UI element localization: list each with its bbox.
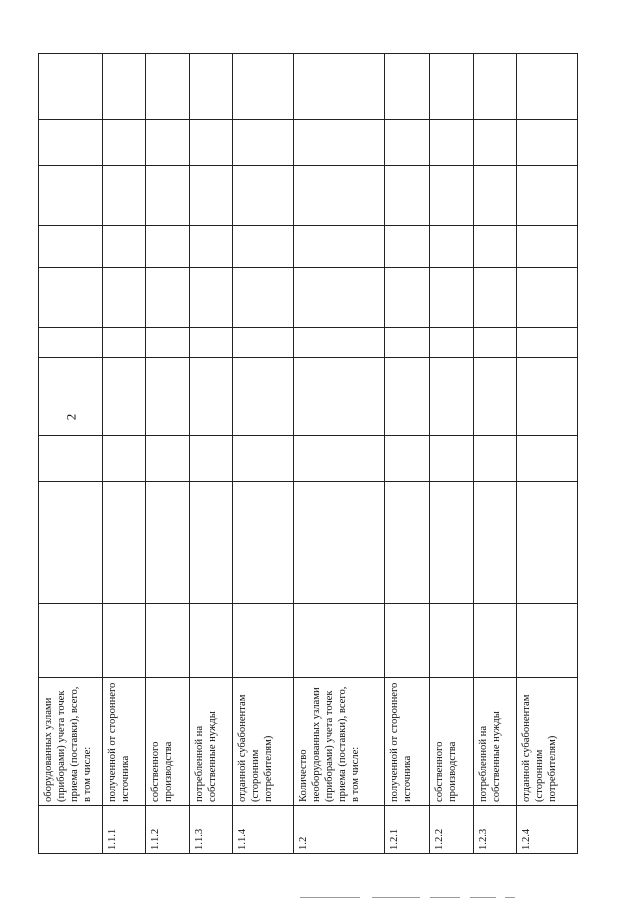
empty-cell (473, 54, 516, 120)
row-label: отданной субабонентам (сторонним потребителям) (517, 678, 578, 806)
empty-cell (517, 436, 578, 482)
empty-cell (293, 120, 384, 166)
empty-cell (430, 604, 473, 678)
empty-cell (39, 604, 103, 678)
empty-cell (384, 604, 430, 678)
empty-cell (102, 226, 145, 268)
empty-cell (39, 436, 103, 482)
empty-cell (517, 482, 578, 604)
empty-cell (430, 328, 473, 358)
table-row (39, 54, 103, 854)
empty-cell (146, 482, 189, 604)
empty-cell (430, 54, 473, 120)
empty-cell (293, 166, 384, 226)
empty-cell (189, 166, 232, 226)
empty-cell (384, 268, 430, 328)
empty-cell (473, 166, 516, 226)
empty-cell (517, 604, 578, 678)
row-label: полученной от стороннего источника (384, 678, 430, 806)
empty-cell (189, 120, 232, 166)
empty-cell (517, 358, 578, 436)
empty-cell (384, 166, 430, 226)
empty-cell (517, 268, 578, 328)
table-row (189, 54, 232, 854)
empty-cell (39, 226, 103, 268)
empty-cell (293, 482, 384, 604)
empty-cell (473, 436, 516, 482)
empty-cell (517, 328, 578, 358)
empty-cell (146, 436, 189, 482)
row-label: отданной субабонентам (сторонним потребителям) (233, 678, 294, 806)
table-row (384, 54, 430, 854)
empty-cell (189, 54, 232, 120)
empty-cell (233, 226, 294, 268)
row-number: 1.1.1 (102, 806, 145, 854)
empty-cell (102, 120, 145, 166)
empty-cell (102, 54, 145, 120)
empty-cell (430, 166, 473, 226)
empty-cell (146, 120, 189, 166)
table-row (473, 54, 516, 854)
empty-cell (473, 358, 516, 436)
empty-cell (233, 268, 294, 328)
empty-cell (384, 358, 430, 436)
empty-cell (517, 54, 578, 120)
empty-cell (384, 54, 430, 120)
empty-cell (102, 358, 145, 436)
empty-cell (39, 54, 103, 120)
table-row (293, 54, 384, 854)
empty-cell (293, 226, 384, 268)
empty-cell (473, 268, 516, 328)
empty-cell (233, 166, 294, 226)
empty-cell (293, 54, 384, 120)
empty-cell (102, 328, 145, 358)
empty-cell (189, 328, 232, 358)
empty-cell (293, 328, 384, 358)
empty-cell (517, 166, 578, 226)
empty-cell (102, 436, 145, 482)
empty-cell (473, 604, 516, 678)
empty-cell (233, 54, 294, 120)
row-number: 1.2.2 (430, 806, 473, 854)
empty-cell (430, 226, 473, 268)
empty-cell (384, 482, 430, 604)
row-label: потребленной на собственные нужды (473, 678, 516, 806)
table-row (102, 54, 145, 854)
empty-cell (430, 436, 473, 482)
empty-cell (430, 120, 473, 166)
empty-cell (39, 358, 103, 436)
empty-cell (146, 54, 189, 120)
empty-cell (517, 120, 578, 166)
empty-cell (189, 436, 232, 482)
empty-cell (146, 226, 189, 268)
empty-cell (293, 604, 384, 678)
table-row (517, 54, 578, 854)
empty-cell (430, 268, 473, 328)
empty-cell (146, 268, 189, 328)
empty-cell (233, 604, 294, 678)
empty-cell (233, 436, 294, 482)
empty-cell (146, 328, 189, 358)
empty-cell (102, 604, 145, 678)
empty-cell (146, 604, 189, 678)
empty-cell (233, 358, 294, 436)
empty-cell (189, 358, 232, 436)
empty-cell (39, 482, 103, 604)
page-number: 2 (63, 413, 79, 421)
row-number: 1.2 (293, 806, 384, 854)
empty-cell (384, 226, 430, 268)
empty-cell (189, 482, 232, 604)
row-number: 1.1.2 (146, 806, 189, 854)
data-table (38, 53, 578, 854)
empty-cell (473, 226, 516, 268)
empty-cell (293, 436, 384, 482)
empty-cell (146, 358, 189, 436)
empty-cell (189, 604, 232, 678)
empty-cell (189, 226, 232, 268)
empty-cell (430, 482, 473, 604)
row-label: собственного производства (430, 678, 473, 806)
table-row (233, 54, 294, 854)
empty-cell (293, 358, 384, 436)
rotated-table-wrapper (38, 54, 578, 854)
table-row (146, 54, 189, 854)
row-label: оборудованных узлами (приборами) учета точек приема (поставки), всего, в том числе: (39, 678, 103, 806)
row-label: полученной от стороннего источника (102, 678, 145, 806)
row-label: собственного производства (146, 678, 189, 806)
row-number: 1.2.3 (473, 806, 516, 854)
empty-cell (473, 482, 516, 604)
empty-cell (473, 120, 516, 166)
empty-cell (517, 226, 578, 268)
row-label: потребленной на собственные нужды (189, 678, 232, 806)
table-row (430, 54, 473, 854)
empty-cell (39, 268, 103, 328)
row-number: 1.2.1 (384, 806, 430, 854)
empty-cell (384, 120, 430, 166)
empty-cell (233, 120, 294, 166)
empty-cell (189, 268, 232, 328)
row-label: Количество необорудованных узлами (приборами) учета точек приема (поставки), всего, в том числе: (293, 678, 384, 806)
empty-cell (102, 166, 145, 226)
row-number: 1.2.4 (517, 806, 578, 854)
empty-cell (473, 328, 516, 358)
empty-cell (146, 166, 189, 226)
empty-cell (293, 268, 384, 328)
row-number (39, 806, 103, 854)
empty-cell (102, 482, 145, 604)
empty-cell (39, 120, 103, 166)
empty-cell (39, 166, 103, 226)
empty-cell (39, 328, 103, 358)
empty-cell (384, 436, 430, 482)
row-number: 1.1.4 (233, 806, 294, 854)
empty-cell (102, 268, 145, 328)
empty-cell (384, 328, 430, 358)
row-number: 1.1.3 (189, 806, 232, 854)
empty-cell (233, 328, 294, 358)
empty-cell (430, 358, 473, 436)
empty-cell (233, 482, 294, 604)
scan-edge-marks (0, 890, 640, 905)
